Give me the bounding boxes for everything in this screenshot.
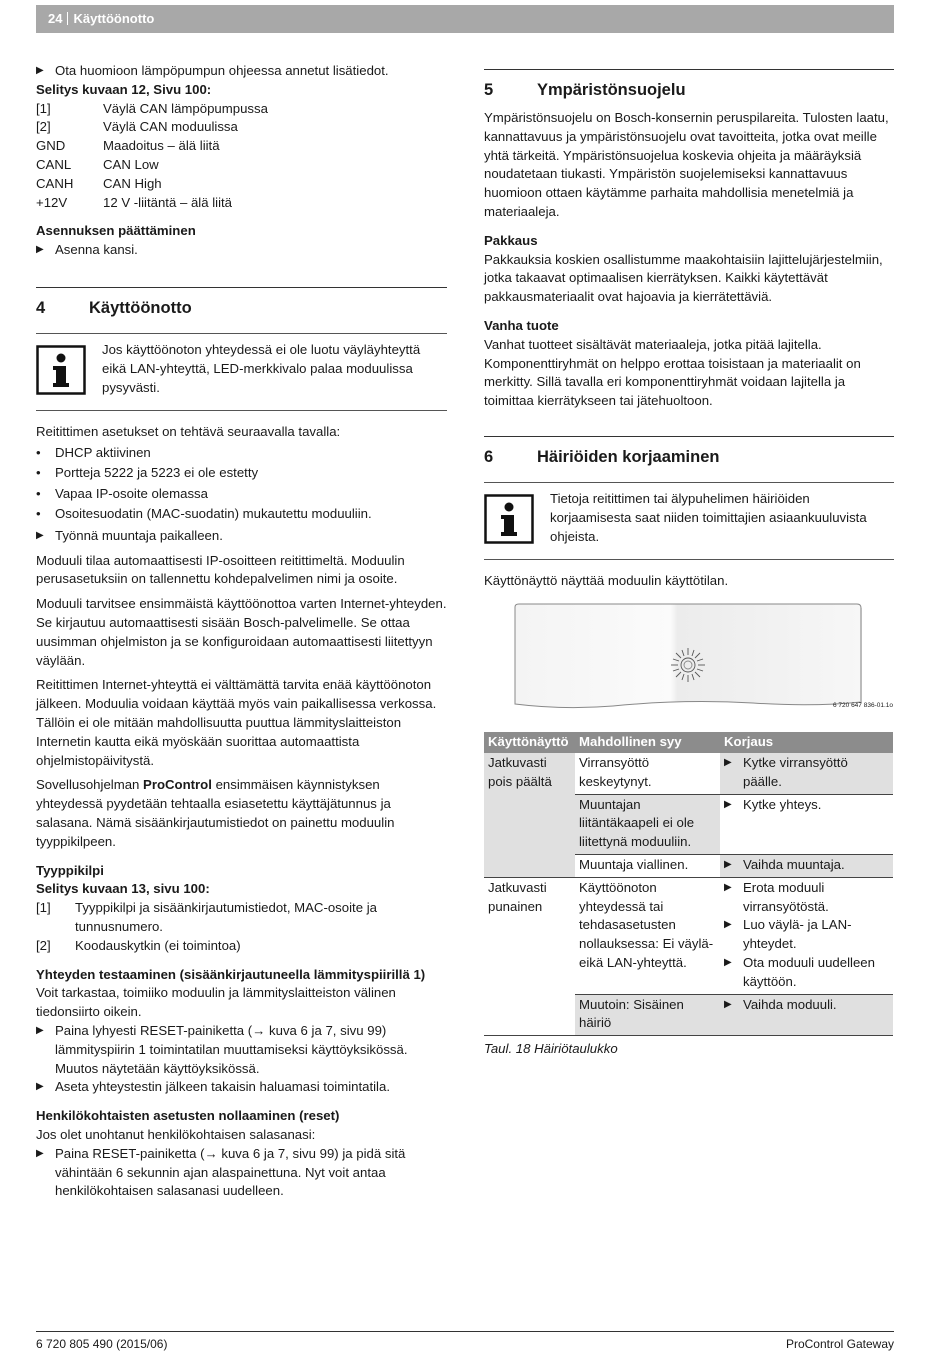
info-box xyxy=(36,333,447,411)
legend-item: [1] Väylä CAN lämpöpumpussa xyxy=(36,100,268,116)
instruction-step: ▶ Työnnä muuntaja paikalleen. xyxy=(36,527,447,546)
paragraph: Reitittimen Internet-yhteyttä ei välttämättä tarvita enää käyttöönoton jälkeen. Moduulia voidaan käyttää myös vain paikallisessa verkossa. Tällöin ei ole mitään mahdollisuutta puuttua lämmityslaitteiston Internetin kautta eikä myöskään suorittaa automaattista ohjelmistopäivitystä. xyxy=(36,677,437,768)
arrow-icon: ▶ xyxy=(36,65,44,76)
arrow-icon: ▶ xyxy=(724,798,732,810)
arrow-icon: ▶ xyxy=(724,756,732,768)
module-display-figure xyxy=(513,603,893,716)
paragraph: Ympäristönsuojelu on Bosch-konsernin peruspilareita. Tulosten laatu, kannattavuus ja ympäristönsuojelu ovat tavoitteita, jotka ovat meille yhtä tärkeitä. Ympäristönsuojelua koskevia ohjeita ja määräyksiä noudatetaan tiukasti. Ympäristön suojelemiseksi kannattavuus huomioon ottaen käytämme parhaita mahdollisia menetelmiä ja materiaaleja. xyxy=(484,110,889,219)
arrow-icon: ▶ xyxy=(36,1024,44,1036)
chapter-heading: 5 Ympäristönsuojelu xyxy=(484,69,894,101)
arrow-icon: ▶ xyxy=(36,1147,44,1159)
header-title: Käyttöönotto xyxy=(73,11,155,26)
legend-item: GND Maadoitus – älä liitä xyxy=(36,138,220,154)
paragraph: Vanhat tuotteet sisältävät materiaaleja, jotka pitää lajitella. Komponenttiryhmät on helppo erottaa toisistaan ja materiaalit on merkitty. Sillä tavalla eri komponenttiryhmät voidaan lajitella ja toimittaa kierrätykseen tai jätehuoltoon. xyxy=(484,336,861,409)
info-text: Tietoja reitittimen tai älypuhelimen häiriöiden korjaamisesta saat niiden toimittajien asiaankuuluvista ohjeista. xyxy=(550,490,867,544)
section-heading: Henkilökohtaisten asetusten nollaaminen (reset) xyxy=(36,1108,340,1124)
arrow-icon: ▶ xyxy=(36,529,44,541)
table-row xyxy=(484,877,893,994)
table-cell: ▶ Vaihda moduuli. xyxy=(720,994,893,1036)
info-box xyxy=(484,482,894,560)
legend-list xyxy=(36,100,447,213)
fault-table xyxy=(484,732,893,1036)
arrow-icon: ▶ xyxy=(724,858,732,870)
list-item: • Vapaa IP-osoite olemassa xyxy=(36,485,208,501)
table-row xyxy=(484,753,893,794)
paragraph: Jos olet unohtanut henkilökohtaisen salasanasi: xyxy=(36,1126,316,1142)
arrow-icon: ▶ xyxy=(724,956,732,968)
page-number: 24 xyxy=(48,11,63,26)
column-header: Mahdollinen syy xyxy=(575,732,720,753)
table-caption: Taul. 18 Häiriötaulukko xyxy=(484,1041,618,1057)
table-cell: Jatkuvasti pois päältä xyxy=(484,753,575,877)
product-name: ProControl Gateway xyxy=(785,1337,894,1351)
section-heading: Yhteyden testaaminen (sisäänkirjautuneella lämmityspiirillä 1) xyxy=(36,966,426,982)
fix-step: ▶ Luo väylä- ja LAN-yhteydet. xyxy=(724,916,889,954)
table-cell xyxy=(720,877,893,994)
table-cell: Jatkuvasti punainen xyxy=(484,877,575,1035)
page-header xyxy=(36,5,894,33)
legend-item: +12V 12 V -liitäntä – älä liitä xyxy=(36,194,233,210)
left-column xyxy=(36,62,447,1201)
paragraph: Moduuli tarvitsee ensimmäistä käyttöönottoa varten Internet-yhteyden. Se kirjautuu automaattisesti sisään Bosch-palvelimelle. Se ottaa uusimman ohjelmiston ja se konfiguroidaan automaattisesti liitettyyn väylään. xyxy=(36,596,447,668)
fix-step: ▶ Ota moduuli uudelleen käyttöön. xyxy=(724,954,889,992)
section-heading: Pakkaus xyxy=(484,232,538,248)
bullet-list xyxy=(36,444,447,524)
table-cell: Virransyöttö keskeytynyt. xyxy=(575,753,720,794)
instruction-step: ▶ Paina lyhyesti RESET-painiketta (→ kuva 6 ja 7, sivu 99) lämmityspiirin 1 toimintatilan muuttamiseksi käyttöyksikössä. Muutos näytetään käyttöyksikössä. xyxy=(36,1022,447,1078)
paragraph: Voit tarkastaa, toimiiko moduulin ja lämmityslaitteiston välinen tiedonsiirto oikein. xyxy=(36,985,396,1020)
section-heading: Vanha tuote xyxy=(484,317,559,333)
list-item: • DHCP aktiivinen xyxy=(36,445,151,461)
chapter-heading: 6 Häiriöiden korjaaminen xyxy=(484,436,894,468)
table-cell: ▶ Vaihda muuntaja. xyxy=(720,854,893,877)
column-header: Käyttönäyttö xyxy=(484,732,575,753)
page-footer xyxy=(36,1331,894,1354)
right-column xyxy=(484,69,894,1059)
arrow-icon: ▶ xyxy=(36,1081,44,1093)
module-illustration xyxy=(513,603,893,716)
arrow-icon: ▶ xyxy=(724,998,732,1010)
paragraph: Moduuli tilaa automaattisesti IP-osoitteen reitittimeltä. Moduulin perusasetuksiin on tallennettu kohdepalvelimen nimi ja osoite. xyxy=(36,552,405,587)
table-cell: Muuntaja viallinen. xyxy=(575,854,720,877)
legend-item: [2] Koodauskytkin (ei toimintoa) xyxy=(36,937,241,953)
arrow-icon: ▶ xyxy=(724,919,732,931)
legend-item: [2] Väylä CAN moduulissa xyxy=(36,119,238,135)
section-heading: Tyyppikilpi xyxy=(36,862,104,878)
info-icon xyxy=(484,490,550,546)
legend-item: [1] Tyyppikilpi ja sisäänkirjautumistiedot, MAC-osoite ja tunnusnumero. xyxy=(36,900,377,934)
instruction-step: ▶ Paina RESET-painiketta (→ kuva 6 ja 7, sivu 99) ja pidä sitä vähintään 6 sekunnin ajan alaspainettuna. Nyt voit antaa henkilökohtaisen salasanasi uudelleen. xyxy=(36,1145,447,1201)
list-item: • Osoitesuodatin (MAC-suodatin) mukautettu moduuliin. xyxy=(36,506,372,522)
table-cell: Muuntajan liitäntäkaapeli ei ole liitettynä moduuliin. xyxy=(575,794,720,854)
legend-title: Selitys kuvaan 13, sivu 100: xyxy=(36,881,210,897)
section-heading: Asennuksen päättäminen xyxy=(36,223,196,239)
figure-code: 6 720 647 836-01.1o xyxy=(833,702,893,710)
table-cell: ▶ Kytke yhteys. xyxy=(720,794,893,854)
legend-title: Selitys kuvaan 12, Sivu 100: xyxy=(36,81,212,97)
table-cell: ▶ Kytke virransyöttö päälle. xyxy=(720,753,893,794)
instruction-step: ▶ Ota huomioon lämpöpumpun ohjeessa annetut lisätiedot. xyxy=(36,62,447,81)
paragraph: Reitittimen asetukset on tehtävä seuraavalla tavalla: xyxy=(36,424,341,440)
document-number: 6 720 805 490 (2015/06) xyxy=(36,1337,168,1351)
column-header: Korjaus xyxy=(720,732,893,753)
info-text: Jos käyttöönoton yhteydessä ei ole luotu väyläyhteyttä eikä LAN-yhteyttä, LED-merkkivalo palaa moduulissa pysyvästi. xyxy=(102,341,421,395)
table-header-row xyxy=(484,732,893,753)
paragraph: Sovellusohjelman ProControl ensimmäisen käynnistyksen yhteydessä pyydetään tehtaalla esiasetettu käyttäjätunnus ja salasana. Nämä sisäänkirjautumistiedot on painettu moduulin tyyppikilpeen. xyxy=(36,777,395,849)
instruction-step: ▶ Aseta yhteystestin jälkeen takaisin haluamasi toimintatila. xyxy=(36,1078,447,1097)
instruction-step: ▶ Asenna kansi. xyxy=(36,241,447,260)
table-cell: Muutoin: Sisäinen häiriö xyxy=(575,994,720,1036)
arrow-icon: ▶ xyxy=(724,881,732,893)
list-item: • Portteja 5222 ja 5223 ei ole estetty xyxy=(36,465,259,481)
table-cell: Käyttöönoton yhteydessä tai tehdasasetusten nollauksessa: Ei väylä- eikä LAN-yhteyttä. xyxy=(575,877,720,994)
legend-item: CANL CAN Low xyxy=(36,156,159,172)
paragraph: Pakkauksia koskien osallistumme maakohtaisiin lajittelujärjestelmiin, jotka takaavat optimaalisen kierrätyksen. Kaikki käytettävät pakkausmateriaalit ovat hajoavia ja kierrätettäviä. xyxy=(484,251,883,305)
arrow-icon: ▶ xyxy=(36,244,44,256)
chapter-heading: 4 Käyttöönotto xyxy=(36,287,447,319)
info-icon xyxy=(36,341,102,397)
paragraph: Käyttönäyttö näyttää moduulin käyttötilan. xyxy=(484,573,729,589)
legend-item: CANH CAN High xyxy=(36,175,162,191)
fix-step: ▶ Erota moduuli virransyötöstä. xyxy=(724,879,889,917)
